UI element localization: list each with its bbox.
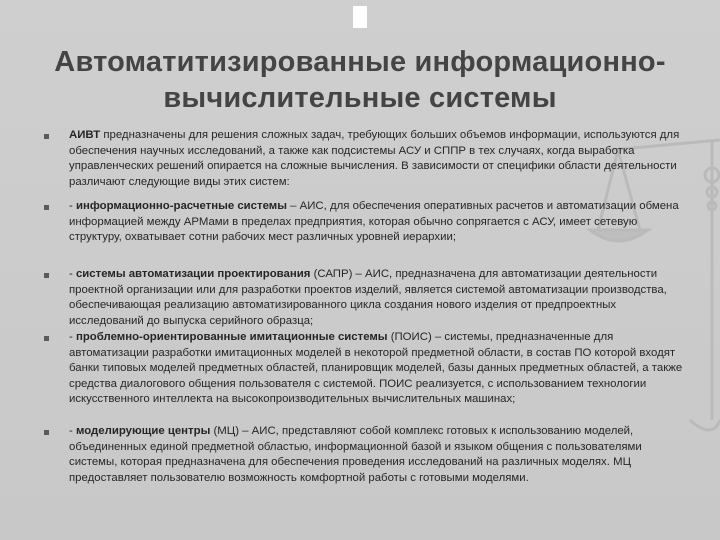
bullet-square-icon: [44, 336, 49, 341]
top-marker: [353, 6, 367, 28]
slide-title-line-2: вычислительные системы: [163, 82, 557, 114]
bullet-body: (ПОИС) – системы, предназначенные для автоматизации разработки имитационных моделей в некоторой предметной области, в состав ПО которой входят банки типовых моделей предметных областей, планировщик моделей, базы данных предметных областей, а также средства диалогового общения пользователя с системой. ПОИС реализуется, с использованием технологии искусственного интеллекта на высокопроизводительных вычислительных машинах;: [69, 331, 683, 406]
bullet-bold-term: АИВТ: [69, 129, 101, 141]
bullet-bold-term: моделирующие центры: [75, 425, 211, 437]
slide-title-line-1: Автоматитизированные информационно-: [54, 46, 666, 78]
bullet-text: [69, 424, 687, 486]
bullet-lead: -: [69, 331, 76, 343]
bullet-bold-term: информационно-расчетные системы: [75, 200, 287, 212]
bullet-square-icon: [44, 430, 49, 435]
bullet-text: [69, 267, 687, 329]
bullet-text: [69, 330, 687, 408]
bullet-square-icon: [44, 205, 49, 210]
slide-title: [20, 44, 700, 116]
bullet-lead: -: [69, 268, 76, 280]
bullet-body: предназначены для решения сложных задач, требующих больших объемов информации, используются для обеспечения научных исследований, а также как подсистемы АСУ и СППР в тех случаях, когда выработка управленческих решений опирается на сложные вычисления. В зависимости от специфики области деятельности различают следующие виды этих систем:: [69, 129, 680, 188]
bullet-body: (МЦ) – АИС, представляют собой комплекс готовых к использованию моделей, объединенных единой предметной областью, информационной базой и языком общения с пользователями системы, которая предназначена для обеспечения проведения исследований на различных моделях. МЦ предоставляет пользователю возможность комфортной работы с готовыми моделями.: [69, 425, 642, 484]
bullet-body: (САПР) – АИС, предназначена для автоматизации деятельности проектной организации или для разработки проектов изделий, является системой автоматизации производства, обеспечивающая реализацию автоматизированного цикла создания нового изделия от предпроектных исследований до выпуска серийного образца;: [69, 268, 667, 327]
bullet-square-icon: [44, 273, 49, 278]
bullet-lead: -: [69, 200, 76, 212]
bullet-bold-term: проблемно-ориентированные имитационные системы: [75, 331, 388, 343]
bullet-bold-term: системы автоматизации проектирования: [75, 268, 311, 280]
bullet-text: [69, 128, 687, 190]
bullet-body: – АИС, для обеспечения оперативных расчетов и автоматизации обмена информацией между АРМами в пределах предприятия, которая обычно сопрягается с АСУ, имеет сетевую структуру, охватывает сотни рабочих мест различных уровней иерархии;: [69, 200, 679, 244]
bullet-square-icon: [44, 134, 49, 139]
bullet-text: [69, 199, 687, 246]
bullet-lead: -: [69, 425, 76, 437]
